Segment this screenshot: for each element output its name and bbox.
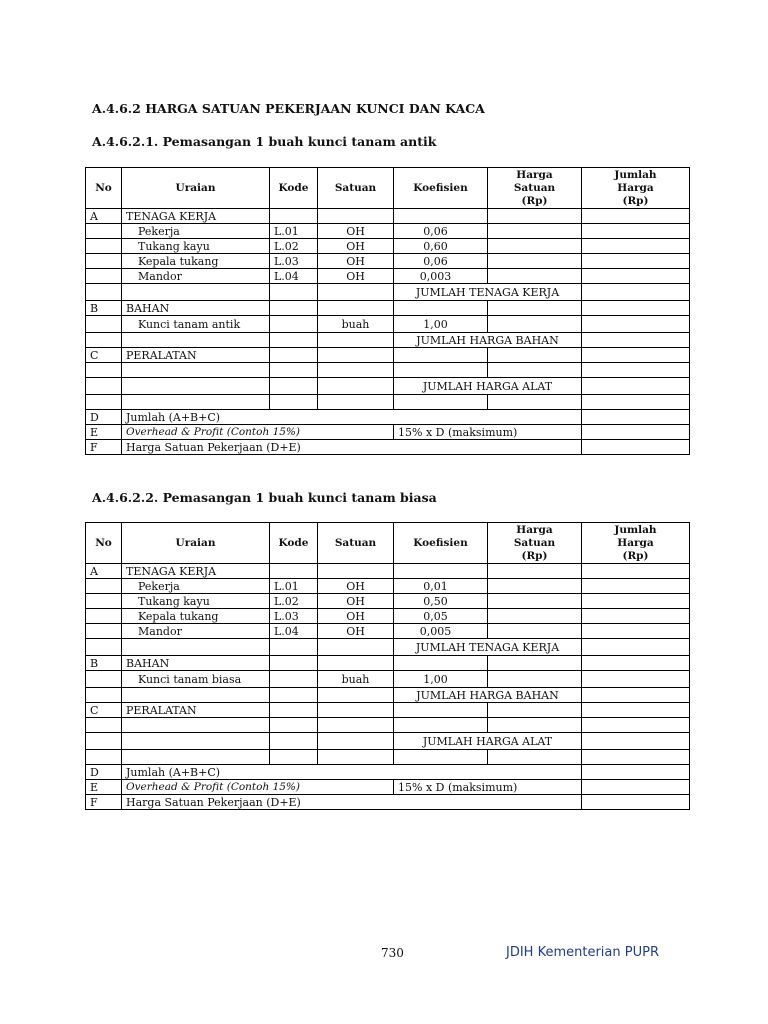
summary-row-e (86, 425, 690, 440)
row-no: C (86, 703, 122, 718)
item-uraian: Kunci tanam antik (122, 316, 270, 333)
row-no: C (86, 348, 122, 363)
item-uraian: Mandor (122, 269, 270, 284)
total-row-tools (86, 378, 690, 395)
row-label: PERALATAN (122, 348, 270, 363)
item-koefisien: 0,50 (394, 594, 488, 609)
item-kode: L.03 (270, 609, 318, 624)
item-kode: L.02 (270, 594, 318, 609)
table-2-title: A.4.6.2.2. Pemasangan 1 buah kunci tanam biasa (92, 490, 437, 505)
row-label: TENAGA KERJA (122, 564, 270, 579)
item-satuan: buah (318, 316, 394, 333)
item-koefisien: 0,60 (394, 239, 488, 254)
item-satuan: OH (318, 254, 394, 269)
table-row (86, 624, 690, 639)
row-no: A (86, 209, 122, 224)
row-label: BAHAN (122, 301, 270, 316)
total-row-material (86, 688, 690, 703)
item-uraian: Pekerja (122, 579, 270, 594)
table-row (86, 254, 690, 269)
item-uraian: Mandor (122, 624, 270, 639)
row-no: F (86, 440, 122, 455)
col-header-harga-satuan: Harga Satuan (Rp) (488, 168, 582, 209)
empty-row (86, 718, 690, 733)
col-header-no: No (86, 523, 122, 564)
unit-price-table-1 (85, 167, 690, 455)
table-header-row (86, 523, 690, 564)
row-label: BAHAN (122, 656, 270, 671)
total-label: JUMLAH HARGA BAHAN (394, 333, 582, 348)
row-no: A (86, 564, 122, 579)
empty-row (86, 363, 690, 378)
row-label: Harga Satuan Pekerjaan (D+E) (122, 440, 582, 455)
summary-row-d (86, 410, 690, 425)
item-kode: L.03 (270, 254, 318, 269)
section-row-material (86, 301, 690, 316)
item-koefisien: 1,00 (394, 316, 488, 333)
col-header-satuan: Satuan (318, 168, 394, 209)
summary-row-f (86, 795, 690, 810)
col-header-satuan: Satuan (318, 523, 394, 564)
table-row (86, 671, 690, 688)
col-header-kode: Kode (270, 168, 318, 209)
table-row (86, 594, 690, 609)
item-satuan: OH (318, 609, 394, 624)
item-satuan: OH (318, 269, 394, 284)
table-row (86, 579, 690, 594)
item-kode: L.04 (270, 269, 318, 284)
section-heading: A.4.6.2 HARGA SATUAN PEKERJAAN KUNCI DAN KACA (92, 101, 485, 116)
row-label: PERALATAN (122, 703, 270, 718)
row-label: Jumlah (A+B+C) (122, 410, 582, 425)
section-row-labor (86, 209, 690, 224)
item-koefisien: 1,00 (394, 671, 488, 688)
section-row-tools (86, 348, 690, 363)
table-header-row (86, 168, 690, 209)
item-satuan: OH (318, 594, 394, 609)
col-header-jumlah-harga: Jumlah Harga (Rp) (582, 523, 690, 564)
total-row-material (86, 333, 690, 348)
col-header-uraian: Uraian (122, 168, 270, 209)
row-no: E (86, 780, 122, 795)
item-satuan: buah (318, 671, 394, 688)
empty-row (86, 395, 690, 410)
row-label: Overhead & Profit (Contoh 15%) (122, 425, 394, 440)
row-formula: 15% x D (maksimum) (394, 780, 582, 795)
total-label: JUMLAH TENAGA KERJA (394, 639, 582, 656)
col-header-koefisien: Koefisien (394, 168, 488, 209)
item-uraian: Tukang kayu (122, 239, 270, 254)
item-uraian: Pekerja (122, 224, 270, 239)
table-row (86, 239, 690, 254)
col-header-no: No (86, 168, 122, 209)
table-row (86, 609, 690, 624)
row-no: F (86, 795, 122, 810)
col-header-kode: Kode (270, 523, 318, 564)
total-label: JUMLAH HARGA ALAT (394, 378, 582, 395)
col-header-uraian: Uraian (122, 523, 270, 564)
footer-brand: JDIH Kementerian PUPR (506, 945, 659, 960)
col-header-koefisien: Koefisien (394, 523, 488, 564)
item-koefisien: 0,06 (394, 224, 488, 239)
section-row-labor (86, 564, 690, 579)
row-no: E (86, 425, 122, 440)
row-formula: 15% x D (maksimum) (394, 425, 582, 440)
total-row-labor (86, 284, 690, 301)
row-label: Overhead & Profit (Contoh 15%) (122, 780, 394, 795)
row-no: D (86, 410, 122, 425)
total-row-labor (86, 639, 690, 656)
row-no: B (86, 301, 122, 316)
row-no: B (86, 656, 122, 671)
page-number: 730 (381, 946, 404, 960)
item-kode: L.01 (270, 579, 318, 594)
item-kode: L.01 (270, 224, 318, 239)
summary-row-f (86, 440, 690, 455)
item-satuan: OH (318, 239, 394, 254)
item-kode: L.04 (270, 624, 318, 639)
item-uraian: Kepala tukang (122, 254, 270, 269)
summary-row-e (86, 780, 690, 795)
item-koefisien: 0,01 (394, 579, 488, 594)
table-1-title: A.4.6.2.1. Pemasangan 1 buah kunci tanam antik (92, 134, 437, 149)
item-koefisien: 0,05 (394, 609, 488, 624)
item-koefisien: 0,005 (394, 624, 488, 639)
col-header-jumlah-harga: Jumlah Harga (Rp) (582, 168, 690, 209)
item-koefisien: 0,003 (394, 269, 488, 284)
row-label: TENAGA KERJA (122, 209, 270, 224)
row-label: Harga Satuan Pekerjaan (D+E) (122, 795, 582, 810)
item-kode: L.02 (270, 239, 318, 254)
item-uraian: Kunci tanam biasa (122, 671, 270, 688)
section-row-tools (86, 703, 690, 718)
item-satuan: OH (318, 579, 394, 594)
table-row (86, 269, 690, 284)
table-row (86, 316, 690, 333)
total-label: JUMLAH HARGA ALAT (394, 733, 582, 750)
row-no: D (86, 765, 122, 780)
row-label: Jumlah (A+B+C) (122, 765, 582, 780)
total-label: JUMLAH HARGA BAHAN (394, 688, 582, 703)
section-row-material (86, 656, 690, 671)
summary-row-d (86, 765, 690, 780)
item-koefisien: 0,06 (394, 254, 488, 269)
item-satuan: OH (318, 624, 394, 639)
item-uraian: Kepala tukang (122, 609, 270, 624)
item-satuan: OH (318, 224, 394, 239)
total-row-tools (86, 733, 690, 750)
unit-price-table-2 (85, 522, 690, 810)
table-row (86, 224, 690, 239)
col-header-harga-satuan: Harga Satuan (Rp) (488, 523, 582, 564)
empty-row (86, 750, 690, 765)
total-label: JUMLAH TENAGA KERJA (394, 284, 582, 301)
item-uraian: Tukang kayu (122, 594, 270, 609)
